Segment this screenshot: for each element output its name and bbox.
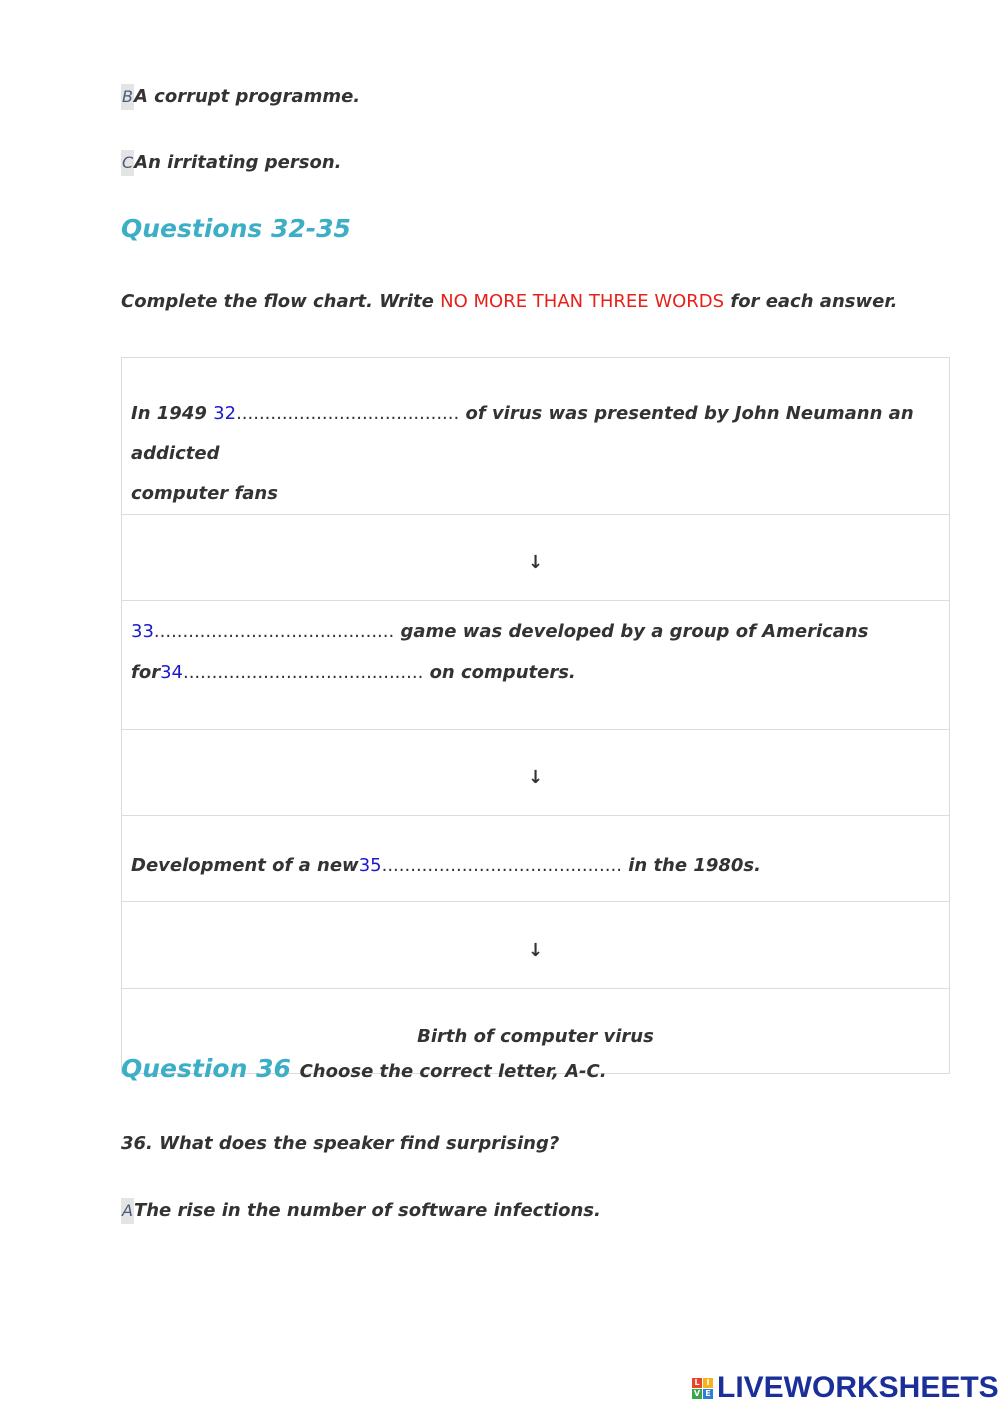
option-c[interactable] (121, 150, 341, 176)
option-text-c: An irritating person. (134, 152, 342, 173)
liveworksheets-logo-mark (692, 1378, 713, 1399)
flow-final-text: Birth of computer virus (122, 989, 950, 1074)
logo-mark-e: E (703, 1389, 713, 1399)
liveworksheets-logo-text: LIVEWORKSHEETS (717, 1371, 999, 1404)
option-letter-a: A (121, 1198, 134, 1224)
logo-mark-v: V (693, 1388, 701, 1398)
answer-blank-33[interactable]: .......................................... (153, 621, 395, 642)
flow-34-prefix: for (131, 662, 161, 683)
flow-32-prefix: In 1949 (131, 403, 214, 424)
down-arrow-icon: ↓ (122, 515, 950, 601)
down-arrow-icon: ↓ (122, 730, 950, 816)
flow-arrow-row-2 (122, 730, 950, 816)
question-36-title: Question 36 (121, 1054, 291, 1083)
answer-blank-35[interactable]: .......................................... (381, 855, 622, 876)
flow-32-suffix: of virus was presented by John Neumann an addicted (131, 403, 914, 464)
option-letter-b: B (121, 84, 134, 110)
question-number-35: 35 (358, 855, 382, 876)
logo-mark-l: L (692, 1378, 702, 1388)
flow-34-suffix: on computers. (423, 662, 576, 683)
flow-arrow-row-1 (122, 515, 950, 601)
flow-cell-35 (122, 816, 950, 902)
option-text-a: The rise in the number of software infections. (133, 1200, 601, 1221)
logo-mark-i: I (703, 1378, 713, 1388)
option-b[interactable] (121, 84, 360, 110)
flow-cell-33-34 (122, 601, 950, 730)
flow-35-prefix: Development of a new (131, 855, 359, 876)
liveworksheets-logo (692, 1372, 999, 1404)
question-number-32: 32 (213, 403, 237, 424)
question-36-text: 36. What does the speaker find surprising? (121, 1133, 560, 1154)
question-number-34: 34 (160, 662, 183, 683)
answer-blank-32[interactable]: ....................................... (236, 403, 460, 424)
flow-cell-32 (122, 358, 950, 515)
flow-chart (121, 357, 950, 1074)
instruction-before: Complete the flow chart. Write (121, 291, 441, 312)
option-a[interactable] (121, 1198, 601, 1224)
option-letter-c: C (121, 150, 134, 176)
flow-32-line2: computer fans (131, 483, 278, 504)
question-36-heading (121, 1054, 607, 1083)
flow-arrow-row-3 (122, 902, 950, 989)
flow-33-text: game was developed by a group of Americans (394, 621, 869, 642)
instruction-text (121, 291, 897, 312)
questions-32-35-heading: Questions 32-35 (121, 214, 351, 243)
instruction-after: for each answer. (724, 291, 898, 312)
flow-row-33-34 (122, 601, 950, 730)
instruction-highlight: NO MORE THAN THREE WORDS (440, 291, 725, 312)
flow-row-32 (122, 358, 950, 515)
question-number-33: 33 (131, 621, 154, 642)
down-arrow-icon: ↓ (122, 902, 950, 989)
question-36-subtitle: Choose the correct letter, A-C. (299, 1061, 607, 1082)
option-text-b: A corrupt programme. (133, 86, 361, 107)
flow-row-35 (122, 816, 950, 902)
answer-blank-34[interactable]: .......................................... (182, 662, 424, 683)
flow-35-suffix: in the 1980s. (621, 855, 761, 876)
